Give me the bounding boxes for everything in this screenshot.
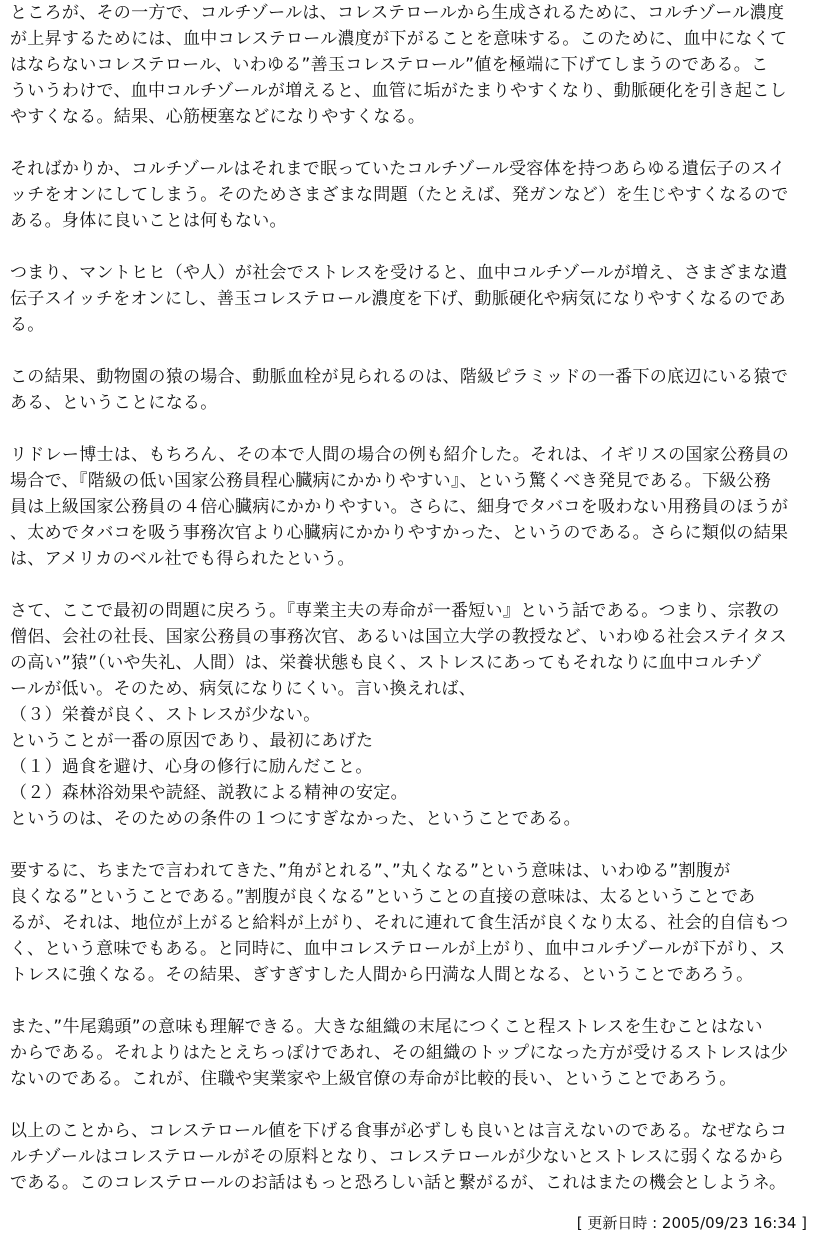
text-line: ないのである。これが、住職や実業家や上級官僚の寿命が比較的長い、ということであろう。	[10, 1069, 737, 1089]
text-line: である。このコレステロールのお話はもっと恐ろしい話と繋がるが、これはまたの機会としようネ。	[10, 1173, 787, 1193]
text-line: （１）過食を避け、心身の修行に励んだこと。	[10, 757, 373, 777]
text-line: 員は上級国家公務員の４倍心臓病にかかりやすい。さらに、細身でタバコを吸わない用務員のほうが	[10, 497, 789, 517]
text-line: また、”牛尾鶏頭”の意味も理解できる。大きな組織の末尾につくこと程ストレスを生むことはない	[10, 1017, 763, 1037]
paragraph	[10, 858, 807, 988]
paragraph	[10, 0, 807, 130]
text-line: 、太めでタバコを吸う事務次官より心臓病にかかりやすかった、というのである。さらに類似の結果	[10, 523, 789, 543]
text-line: ッチをオンにしてしまう。そのためさまざまな問題（たとえば、発ガンなど）を生じやすくなるので	[10, 185, 789, 205]
text-line: 良くなる”ということである。”割腹が良くなる”ということの直接の意味は、太るということであ	[10, 887, 756, 907]
text-line: 要するに、ちまたで言われてきた、”角がとれる”、”丸くなる”という意味は、いわゆる”割腹が	[10, 861, 731, 881]
text-line: るが、それは、地位が上がると給料が上がり、それに連れて食生活が良くなり太る、社会的自信もつ	[10, 913, 789, 933]
text-line: さて、ここで最初の問題に戻ろう。『専業主夫の寿命が一番短い』という話である。つまり、宗教の	[10, 601, 780, 621]
text-line: トレスに強くなる。その結果、ぎすぎすした人間から円満な人間となる、ということであろう。	[10, 965, 754, 985]
text-line: ある、ということになる。	[10, 393, 218, 413]
paragraph	[10, 364, 807, 416]
text-line: つまり、マントヒヒ（や人）が社会でストレスを受けると、血中コルチゾールが増え、さまざまな遺	[10, 263, 788, 283]
text-line: はならないコレステロール、いわゆる”善玉コレステロール”値を極端に下げてしまうのである。こ	[10, 55, 769, 75]
paragraph	[10, 260, 807, 338]
text-line: からである。それよりはたとえちっぽけであれ、その組織のトップになった方が受けるストレスは少	[10, 1043, 789, 1063]
text-line: そればかりか、コルチゾールはそれまで眠っていたコルチゾール受容体を持つあらゆる遺伝子のスイ	[10, 159, 786, 179]
text-line: の高い”猿”（いや失礼、人間）は、栄養状態も良く、ストレスにあってもそれなりに血中コルチゾ	[10, 653, 762, 673]
paragraph	[10, 1118, 807, 1196]
text-line: ールが低い。そのため、病気になりにくい。言い換えれば、	[10, 679, 477, 699]
text-line: というのは、そのための条件の１つにすぎなかった、ということである。	[10, 809, 581, 829]
text-line: が上昇するためには、血中コレステロール濃度が下がることを意味する。このために、血中になくて	[10, 29, 788, 49]
paragraph	[10, 442, 807, 572]
text-line: リドレー博士は、もちろん、その本で人間の場合の例も紹介した。それは、イギリスの国家公務員の	[10, 445, 790, 465]
text-line: やすくなる。結果、心筋梗塞などになりやすくなる。	[10, 107, 426, 127]
text-line: ういうわけで、血中コルチゾールが増えると、血管に垢がたまりやすくなり、動脈硬化を引き起こし	[10, 81, 787, 101]
text-line: 僧侶、会社の社長、国家公務員の事務次官、あるいは国立大学の教授など、いわゆる社会ステイタス	[10, 627, 787, 647]
paragraph	[10, 598, 807, 832]
text-line: 伝子スイッチをオンにし、善玉コレステロール濃度を下げ、動脈硬化や病気になりやすくなるのであ	[10, 289, 786, 309]
paragraph	[10, 1014, 807, 1092]
text-line: ということが一番の原因であり、最初にあげた	[10, 731, 374, 751]
text-line: 場合で、『階級の低い国家公務員程心臓病にかかりやすい』、という驚くべき発見である。下級公務	[10, 471, 772, 491]
text-line: この結果、動物園の猿の場合、動脈血栓が見られるのは、階級ピラミッドの一番下の底辺にいる猿で	[10, 367, 789, 387]
text-line: （３）栄養が良く、ストレスが少ない。	[10, 705, 321, 725]
text-line: は、アメリカのベル社でも得られたという。	[10, 549, 355, 569]
text-line: く、という意味でもある。と同時に、血中コレステロールが上がり、血中コルチゾールが下がり、ス	[10, 939, 786, 959]
updated-timestamp: [ 更新日時 : 2005/09/23 16:34 ]	[576, 1214, 807, 1232]
paragraph	[10, 156, 807, 234]
text-line: る。	[10, 315, 45, 335]
text-line: ところが、その一方で、コルチゾールは、コレステロールから生成されるために、コルチゾール濃度	[10, 3, 785, 23]
text-line: 以上のことから、コレステロール値を下げる食事が必ずしも良いとは言えないのである。なぜならコ	[10, 1121, 788, 1141]
text-line: ルチゾールはコレステロールがその原料となり、コレステロールが少ないとストレスに弱くなるから	[10, 1147, 785, 1167]
text-line: （２）森林浴効果や読経、説教による精神の安定。	[10, 783, 408, 803]
text-line: ある。身体に良いことは何もない。	[10, 211, 287, 231]
